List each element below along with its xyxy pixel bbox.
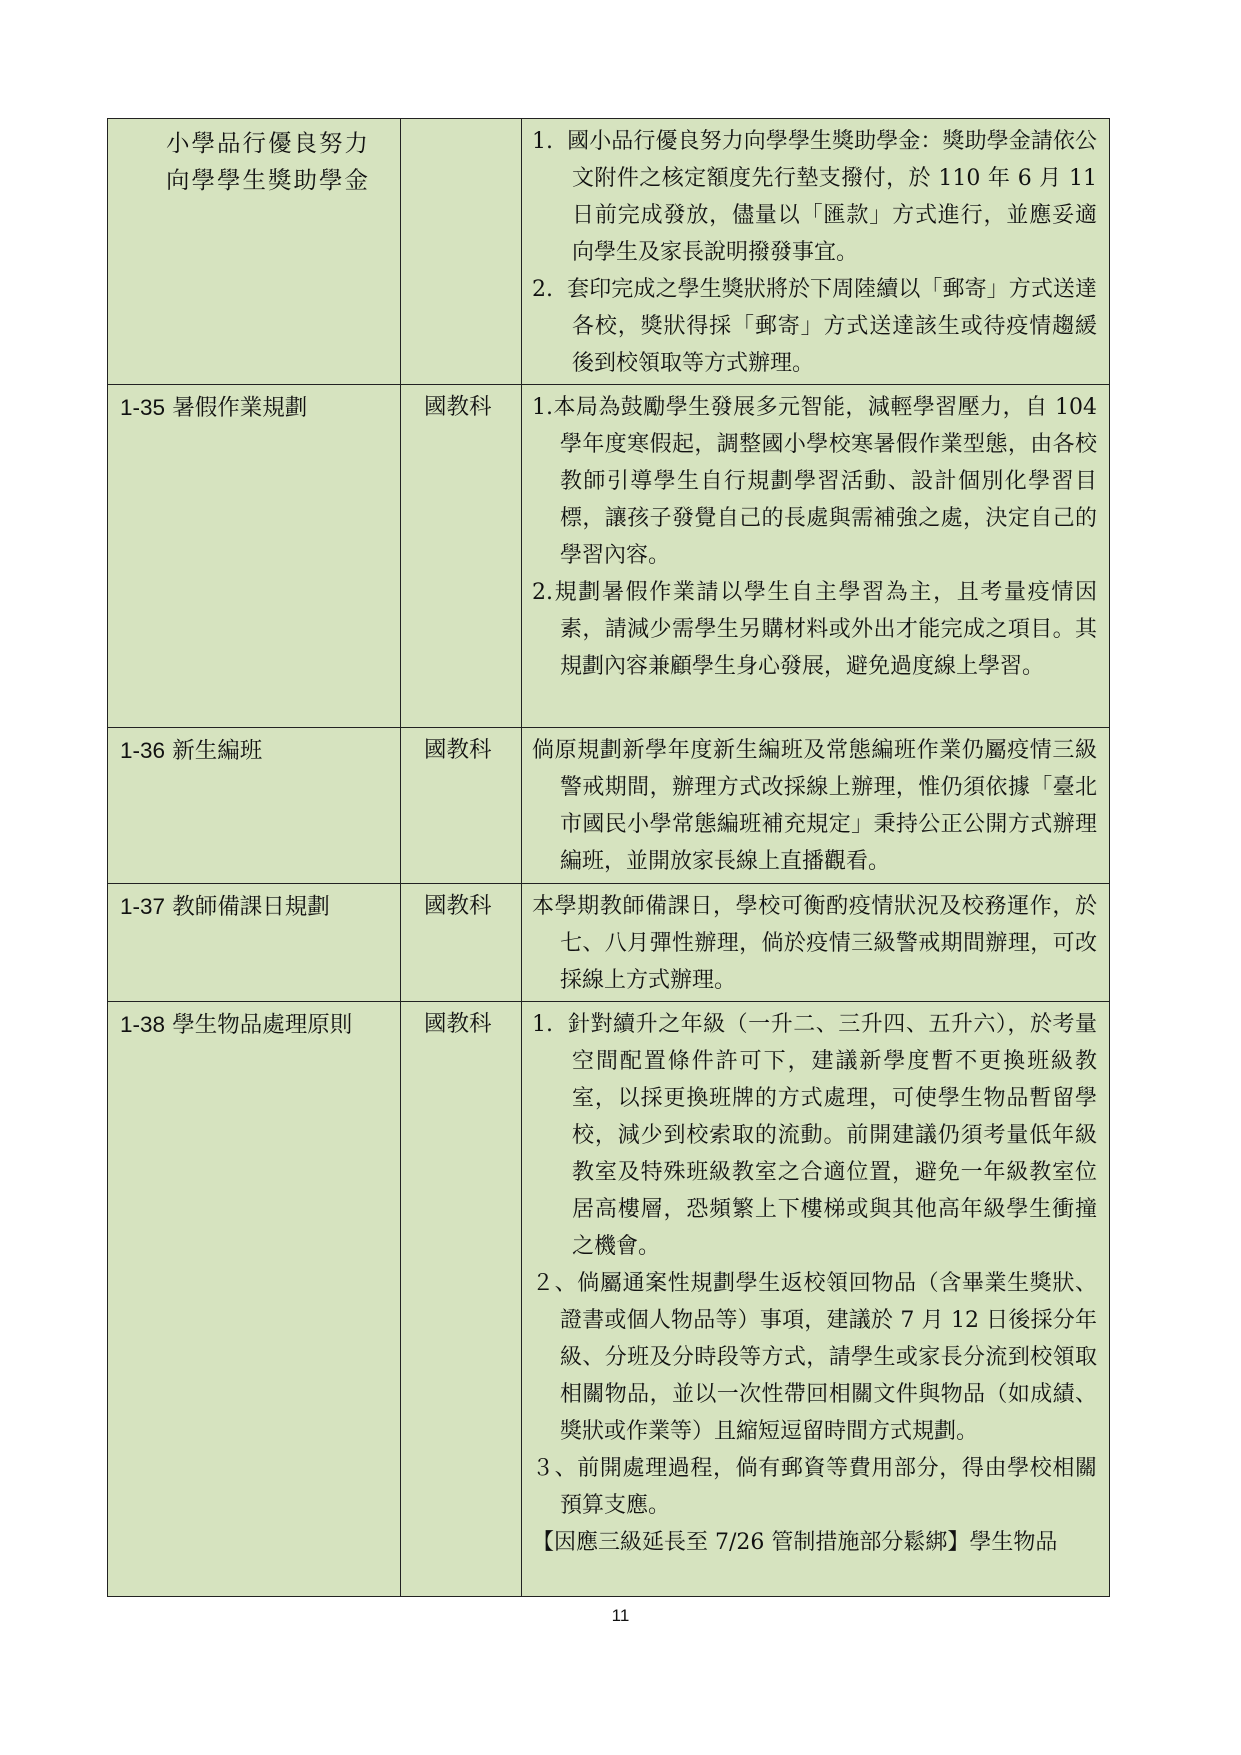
table-row — [108, 1002, 1110, 1597]
page-number: 11 — [611, 1606, 630, 1625]
unit-label: 國教科 — [424, 394, 492, 420]
content-cell — [522, 119, 1110, 385]
content-item: 倘原規劃新學年度新生編班及常態編班作業仍屬疫情三級警戒期間，辦理方式改採線上辦理，惟仍須依據「臺北市國民小學常態編班補充規定」秉持公正公開方式辦理編班，並開放家長線上直播觀看。 — [532, 738, 1097, 874]
content-cell — [522, 884, 1110, 1002]
content-item: 1. 國小品行優良努力向學學生獎助學金：獎助學金請依公文附件之核定額度先行墊支撥付，於 110 年 6 月 11 日前完成發放，儘量以「匯款」方式進行，並應妥適向學生及家長說明撥發事宜。 — [532, 129, 1097, 265]
topic-number: 1-37 — [120, 894, 166, 919]
content-cell — [522, 728, 1110, 884]
content-item: ３、前開處理過程，倘有郵資等費用部分，得由學校相關預算支應。 — [532, 1456, 1097, 1518]
topic-number: 1-35 — [120, 395, 166, 420]
content-item: ２、倘屬通案性規劃學生返校領回物品（含畢業生獎狀、證書或個人物品等）事項，建議於 7 月 12 日後採分年級、分班及分時段等方式，請學生或家長分流到校領取相關物品，並以一次性帶回相關文件與物品（如成績、獎狀或作業等）且縮短逗留時間方式規劃。 — [532, 1271, 1097, 1444]
unit-cell — [401, 728, 522, 884]
topic-label: 小學品行優良努力向學學生獎助學金 — [166, 129, 370, 194]
content-cell — [522, 385, 1110, 728]
task-table — [107, 118, 1110, 1597]
topic-number: 1-36 — [120, 738, 166, 763]
topic-cell — [108, 728, 401, 884]
table-row — [108, 119, 1110, 385]
topic-cell — [108, 119, 401, 385]
topic-number: 1-38 — [120, 1012, 166, 1037]
table-row — [108, 728, 1110, 884]
table-row — [108, 884, 1110, 1002]
unit-cell — [401, 884, 522, 1002]
unit-cell — [401, 1002, 522, 1597]
unit-cell — [401, 385, 522, 728]
topic-title: 學生物品處理原則 — [172, 1012, 353, 1038]
topic-label — [108, 728, 400, 770]
unit-label: 國教科 — [424, 893, 492, 919]
topic-cell — [108, 385, 401, 728]
topic-title: 新生編班 — [172, 738, 263, 764]
content-item: 【因應三級延長至 7/26 管制措施部分鬆綁】學生物品 — [532, 1530, 1058, 1555]
topic-label — [108, 385, 400, 427]
content-item: 本學期教師備課日，學校可衡酌疫情狀況及校務運作，於七、八月彈性辦理，倘於疫情三級警戒期間辦理，可改採線上方式辦理。 — [532, 894, 1097, 993]
topic-cell — [108, 1002, 401, 1597]
content-cell — [522, 1002, 1110, 1597]
content-item: 1. 針對續升之年級（一升二、三升四、五升六），於考量空間配置條件許可下，建議新學度暫不更換班級教室，以採更換班牌的方式處理，可使學生物品暫留學校，減少到校索取的流動。前開建議仍須考量低年級教室及特殊班級教室之合適位置，避免一年級教室位居高樓層，恐頻繁上下樓梯或與其他高年級學生衝撞之機會。 — [532, 1012, 1097, 1259]
content-item: 2.規劃暑假作業請以學生自主學習為主，且考量疫情因素，請減少需學生另購材料或外出才能完成之項目。其規劃內容兼顧學生身心發展，避免過度線上學習。 — [532, 580, 1097, 679]
unit-label: 國教科 — [424, 737, 492, 763]
topic-label — [108, 1002, 400, 1044]
unit-label: 國教科 — [424, 1011, 492, 1037]
table-row — [108, 385, 1110, 728]
content-item: 2. 套印完成之學生獎狀將於下周陸續以「郵寄」方式送達各校，獎狀得採「郵寄」方式送達該生或待疫情趨緩後到校領取等方式辦理。 — [532, 277, 1097, 376]
topic-cell — [108, 884, 401, 1002]
topic-title: 暑假作業規劃 — [172, 395, 308, 421]
unit-cell — [401, 119, 522, 385]
topic-label — [108, 884, 400, 926]
content-item: 1.本局為鼓勵學生發展多元智能，減輕學習壓力，自 104 學年度寒假起，調整國小學校寒暑假作業型態，由各校教師引導學生自行規劃學習活動、設計個別化學習目標，讓孩子發覺自己的長處與需補強之處，決定自己的學習內容。 — [532, 395, 1097, 568]
unit-label — [401, 119, 521, 123]
topic-title: 教師備課日規劃 — [172, 894, 330, 920]
